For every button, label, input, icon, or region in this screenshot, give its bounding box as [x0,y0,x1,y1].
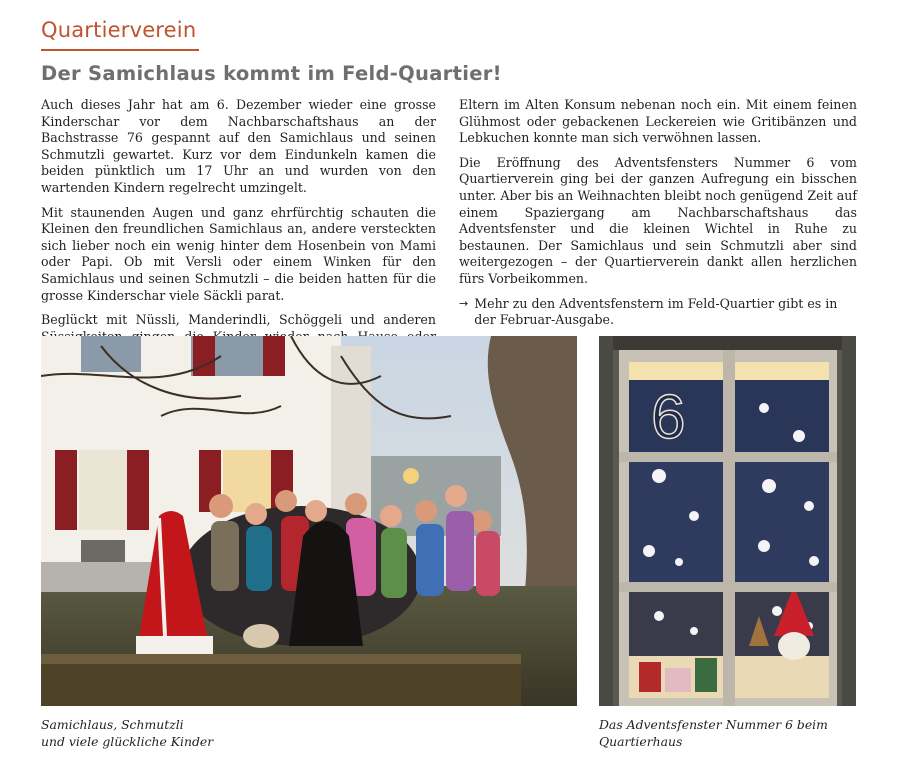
article-paragraph: Beglückt mit Nüssli, Manderindli, Schöggeli und anderen [41,312,436,328]
article-paragraph: Mit staunenden Augen und ganz ehrfürchtig schauten die Kleinen den freundlichen Samichlaus an, andere versteckten sich lieber noch ein wenig hinter dem Hosenbein von Mami oder Papi. Ob mit Versli oder einem Winken für den Samichlaus und seinen Schmutzli – die beiden hatten für die grosse Kinderschar viele Säckli parat. [41,204,436,303]
photo-caption-right: Das Adventsfenster Nummer 6 beim Quartierhaus [599,717,828,749]
further-reading-text: Mehr zu den Adventsfenstern im Feld-Quartier gibt es in der Februar-Ausgabe. [474,295,838,328]
photo-samichlaus-children [41,336,577,706]
photo-advent-window-illustration [599,336,856,706]
article-paragraph: Eltern im Alten Konsum nebenan noch ein. Mit einem feinen Glühmost oder gebackenen Leckereien wie Gritibänzen und Lebkuchen konnte man sich verwöhnen lassen. [459,97,857,146]
arrow-right-icon: → [459,296,469,310]
article-column-right [459,97,857,329]
article-headline: Der Samichlaus kommt im Feld-Quartier! [41,62,502,85]
article-paragraph: Die Eröffnung des Adventsfensters Nummer 6 vom Quartierverein ging bei der ganzen Aufregung ein bisschen unter. Aber bis an Weihnachten bleibt noch genügend Zeit auf einem Spaziergang am Nachbarschaftshaus das Adventsfenster und die kleinen Wichtel in Ruhe zu bestaunen. Der Samichlaus und sein Schmutzli aber sind weitergezogen – der Quartierverein dankt allen herzlichen fürs Vorbeikommen. [459,154,857,286]
advent-number: 6 [651,383,686,452]
article-paragraph: Auch dieses Jahr hat am 6. Dezember wieder eine grosse Kinderschar vor dem Nachbarschaftshaus an der Bachstrasse 76 gespannt auf den Samichlaus und seinen Schmutzli gewartet. Kurz vor dem Eindunkeln kamen die beiden pünktlich um 17 Uhr an und wurden von den wartenden Kindern regelrecht umzingelt. [41,97,436,195]
further-reading-note [459,296,857,329]
photo-caption-left: Samichlaus, Schmutzli und viele glückliche Kinder [41,717,214,749]
section-title: Quartierverein [41,18,197,42]
section-title-underline [41,49,199,51]
article-column-left [41,97,436,370]
photo-samichlaus-illustration [41,336,577,706]
photo-advent-window [599,336,856,706]
